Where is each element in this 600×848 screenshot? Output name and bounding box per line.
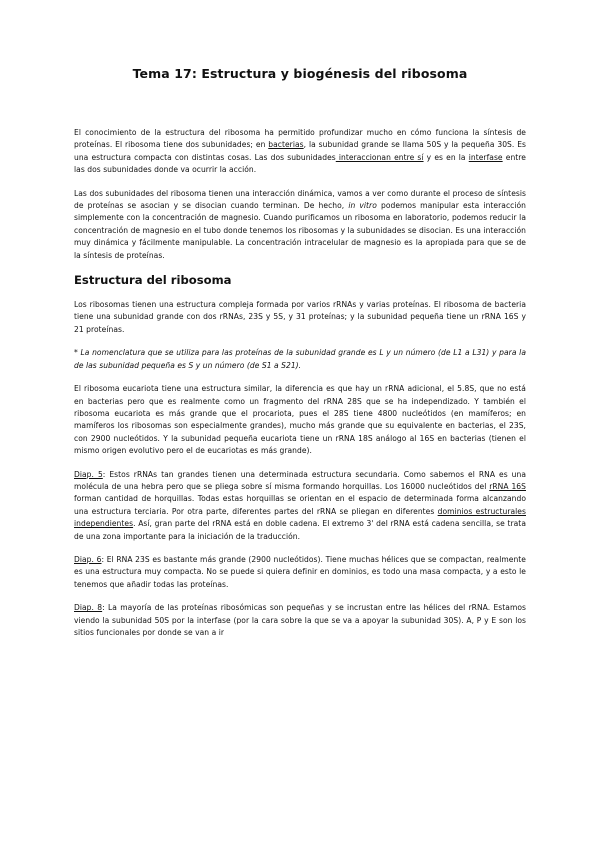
text-run: podemos manipular esta interacción simplemente con la concentración de magnesio. Cuando purificamos un ribosoma en laboratorio, podemos reducir la concentración de magnesio en el tubo donde tenemos los ribosomas y la subunidades se disocian. Es una interacción muy dinámica y fácilmente manipulable. La concentración intracelular de magnesio es la apropiada para que se de la síntesis de proteínas. — [74, 201, 526, 260]
slide-reference: Diap. 6 — [74, 554, 102, 564]
text-run: y es en la — [423, 152, 469, 162]
paragraph-dynamics — [74, 188, 526, 262]
underlined-term: rRNA 16S — [489, 481, 526, 491]
text-run: . Así, gran parte del rRNA está en doble cadena. El extremo 3' del rRNA está cadena sencilla, se trata de una zona importante para la iniciación de la traducción. — [74, 519, 526, 541]
italic-term: in vitro — [348, 201, 377, 211]
text-run: El conocimiento de la estructura del ribosoma ha permitido profundizar mucho en cómo funciona la síntesis de proteínas. El ribosoma tiene dos subunidades; en — [74, 128, 526, 150]
text-run: entre las dos subunidades donde va ocurrir la acción. — [74, 152, 526, 175]
text-run: : Estos rRNAs tan grandes tienen una determinada estructura secundaria. Como sabemos el RNA es una molécula de una hebra pero que se pliega sobre sí misma formando horquillas. Los 16000 nucleótidos del — [74, 469, 526, 491]
underlined-term: dominios estructurales independientes — [74, 506, 526, 529]
page-title: Tema 17: Estructura y biogénesis del ribosoma — [132, 66, 468, 81]
text-run: forman cantidad de horquillas. Todas estas horquillas se orientan en el espacio de determinada forma alcanzando una estructura terciaria. Por otra parte, diferentes partes del rRNA se pliegan en diferentes — [74, 494, 526, 516]
paragraph-eukaryote: El ribosoma eucariota tiene una estructura similar, la diferencia es que hay un rRNA adicional, el 5.8S, que no está en bacterias pero que es realmente como un fragmento del rRNA 28S que se ha independizado. Y también el ribosoma eucariota es más grande que el procariota, pues el 28S tiene 4800 nucleótidos (en mamíferos; en mamíferos los ribosomas son especialmente grandes), mucho más grande que su equivalente en bacterias, el 23S, con 2900 nucleótidos. Y la subunidad pequeña eucariota tiene un rRNA 18S análogo al 16S en bacterias (tienen el mismo origen evolutivo pero el de eucariotas es más grande). — [74, 384, 526, 456]
paragraph-diap-5 — [74, 469, 526, 543]
paragraph-diap-6 — [74, 554, 526, 591]
underlined-term: bacterias — [268, 140, 304, 150]
underlined-term: interfase — [468, 152, 503, 162]
paragraph-intro — [74, 127, 526, 177]
paragraph-composition: Los ribosomas tienen una estructura compleja formada por varios rRNAs y varias proteínas. El ribosoma de bacteria tiene una subunidad grande con dos rRNAs, 23S y 5S, y 31 proteínas; y la subunidad pequeña tiene un rRNA 16S y 21 proteínas. — [74, 300, 526, 334]
text-run: : El RNA 23S es bastante más grande (2900 nucleótidos). Tiene muchas hélices que se compactan, realmente es una estructura muy compacta. No se puede si quiera definir en dominios, es todo una masa compacta, y a esto le tenemos que añadir todas las proteínas. — [74, 554, 526, 589]
slide-reference: Diap. 5 — [74, 469, 103, 479]
underlined-term: interaccionan entre sí — [335, 152, 424, 162]
text-run: , la subunidad grande se llama 50S y la pequeña 30S. Es una estructura compacta con distintas cosas. Las dos subunidades — [74, 140, 526, 162]
slide-reference: Diap. 8 — [74, 603, 103, 613]
section-heading: Estructura del ribosoma — [74, 273, 232, 288]
text-run: : La mayoría de las proteínas ribosómicas son pequeñas y se incrustan entre las hélices del rRNA. Estamos viendo la subunidad 50S por la interfase (por la cara sobre la que se va a apoyar la subunidad 30S). A, P y E son los sitios funcionales por donde se van a ir — [74, 603, 526, 637]
paragraph-nomenclature-note: * La nomenclatura que se utiliza para las proteínas de la subunidad grande es L y un número (de L1 a L31) y para la de las subunidad pequeña es S y un número (de S1 a S21). — [74, 348, 526, 370]
paragraph-diap-8 — [74, 602, 526, 639]
text-run: Las dos subunidades del ribosoma tienen una interacción dinámica, vamos a ver como durante el proceso de síntesis de proteínas se asocian y se disocian cuando terminan. De hecho, — [74, 188, 526, 211]
